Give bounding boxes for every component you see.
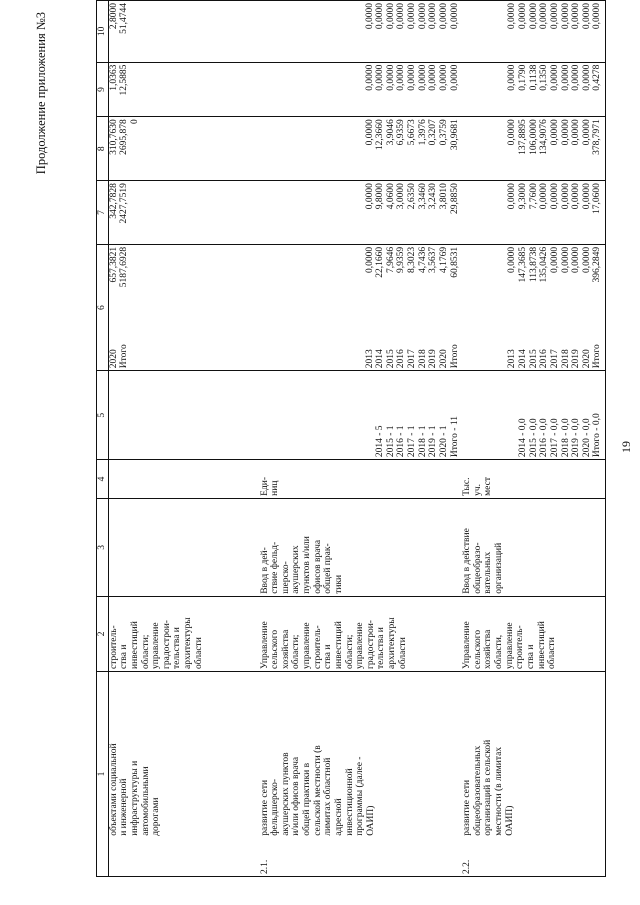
table-cell-c9: 0,0000 12,3660 3,9046 6,9359 5,6673 1,3976 0,3207 0,3759 30,9681 — [260, 117, 463, 181]
header-cell: 9 — [97, 62, 109, 117]
table-cell-c1: развитие сети фельдшерско- акушерских пунктов и/или офисов врача общей практики в сельской местности (в лимитах областной адресной инвестиционной программы (далее - ОАИП) — [260, 671, 463, 837]
table-cell-c3 — [108, 498, 259, 596]
table-cell-c10: 0,0000 0,0000 0,0000 0,0000 0,0000 0,0000 0,0000 0,0000 0,0000 — [260, 62, 463, 117]
table-cell-c5: 2014 - 0,0 2015 - 0,0 2016 - 0,0 2017 - 0,0 2018 - 0,0 2019 - 0,0 2020 - 0,0 Итого - 0,0 — [462, 371, 605, 460]
page-number: 19 — [619, 441, 633, 453]
table-cell-c11: 0,0000 0,0000 0,0000 0,0000 0,0000 0,0000 0,0000 0,0000 0,0000 — [462, 1, 605, 63]
table-cell-c3: Ввод в действие общеобразо- вательных организаций — [462, 498, 605, 596]
table-cell-c4 — [108, 460, 259, 499]
table-cell-c9: 0,0000 137,8895 106,0000 134,9076 0,0000 0,0000 0,0000 0,0000 378,7971 — [462, 117, 605, 181]
table-row — [260, 1, 463, 877]
table-cell-c8: 0,0000 9,3000 7,7600 0,0000 0,0000 0,0000 0,0000 0,0000 17,0600 — [462, 181, 605, 245]
table-cell-c9: 310,7630 2695,878 0 — [108, 117, 259, 181]
header-cell: 7 — [97, 181, 109, 245]
table-cell-c6: 2013 2014 2015 2016 2017 2018 2019 2020 Итого — [260, 310, 463, 370]
header-cell: 2 — [97, 596, 109, 671]
table-row — [108, 1, 259, 877]
table-cell-c1: объектами социальной и инженерной инфраструктуры и автомобильными дорогами — [108, 671, 259, 837]
table-cell-c7: 0,0000 22,1660 7,9646 9,9359 8,3023 4,7436 3,5637 4,1769 60,8531 — [260, 244, 463, 310]
table-cell-c5 — [108, 371, 259, 460]
header-cell: 4 — [97, 460, 109, 499]
table-cell-c6: 2020 Итого — [108, 310, 259, 370]
table-cell-c10: 0,0000 0,1790 0,1138 0,1350 0,0000 0,0000 0,0000 0,0000 0,4278 — [462, 62, 605, 117]
header-cell: 8 — [97, 117, 109, 181]
table-cell-c0: 2.1. — [260, 838, 463, 877]
header-cell: 10 — [97, 1, 109, 63]
table-cell-c3: Ввод в дей- ствие фельд- шерско- акушерских пунктов и/или офисов врача общей прак- тики — [260, 498, 463, 596]
table-cell-c11: 2,8000 51,4744 — [108, 1, 259, 63]
table-cell-c4: Тыс. уч. мест — [462, 460, 605, 499]
table-cell-c1: развитие сети общеобразовательных организаций в сельской местности (в лимитах ОАИП) — [462, 671, 605, 837]
header-cell: 3 — [97, 498, 109, 596]
table-body — [108, 1, 605, 877]
table-row — [462, 1, 605, 877]
continuation-title: Продолжение приложения №3 — [34, 12, 48, 175]
program-table — [96, 0, 606, 877]
table-cell-c0: 2.2. — [462, 838, 605, 877]
header-cell: 1 — [97, 671, 109, 876]
table-cell-c5: 2014 - 5 2015 - 1 2016 - 1 2017 - 1 2018 - 1 2019 - 1 2020 - 1 Итого - 11 — [260, 371, 463, 460]
table-cell-c8: 0,0000 9,8000 4,0600 3,0000 2,6350 3,3460 3,2430 3,8010 29,8850 — [260, 181, 463, 245]
table-cell-c7: 657,3821 5187,6928 — [108, 244, 259, 310]
table-cell-c10: 1,0363 12,5885 — [108, 62, 259, 117]
table-cell-c2: Управление сельского хозяйства области; управление строитель- ства и инвестиций области; управление градострои- тельства и архитектуры области — [260, 596, 463, 671]
table-cell-c7: 0,0000 147,3685 113,8738 135,0426 0,0000 0,0000 0,0000 0,0000 396,2849 — [462, 244, 605, 310]
header-cell: 5 — [97, 371, 109, 460]
table-cell-c0 — [108, 838, 259, 877]
table-cell-c4: Еди- ниц — [260, 460, 463, 499]
table-cell-c6: 2013 2014 2015 2016 2017 2018 2019 2020 Итого — [462, 310, 605, 370]
header-cell: 6 — [97, 244, 109, 370]
header-row — [97, 1, 109, 877]
table-cell-c2: строитель- ства и инвестиций области; управление градострои- тельства и архитектуры области — [108, 596, 259, 671]
table-cell-c2: Управление сельского хозяйства области, управление строитель- ства и инвестиций области — [462, 596, 605, 671]
table-cell-c11: 0,0000 0,0000 0,0000 0,0000 0,0000 0,0000 0,0000 0,0000 0,0000 — [260, 1, 463, 63]
table-cell-c8: 342,7828 2427,7519 — [108, 181, 259, 245]
